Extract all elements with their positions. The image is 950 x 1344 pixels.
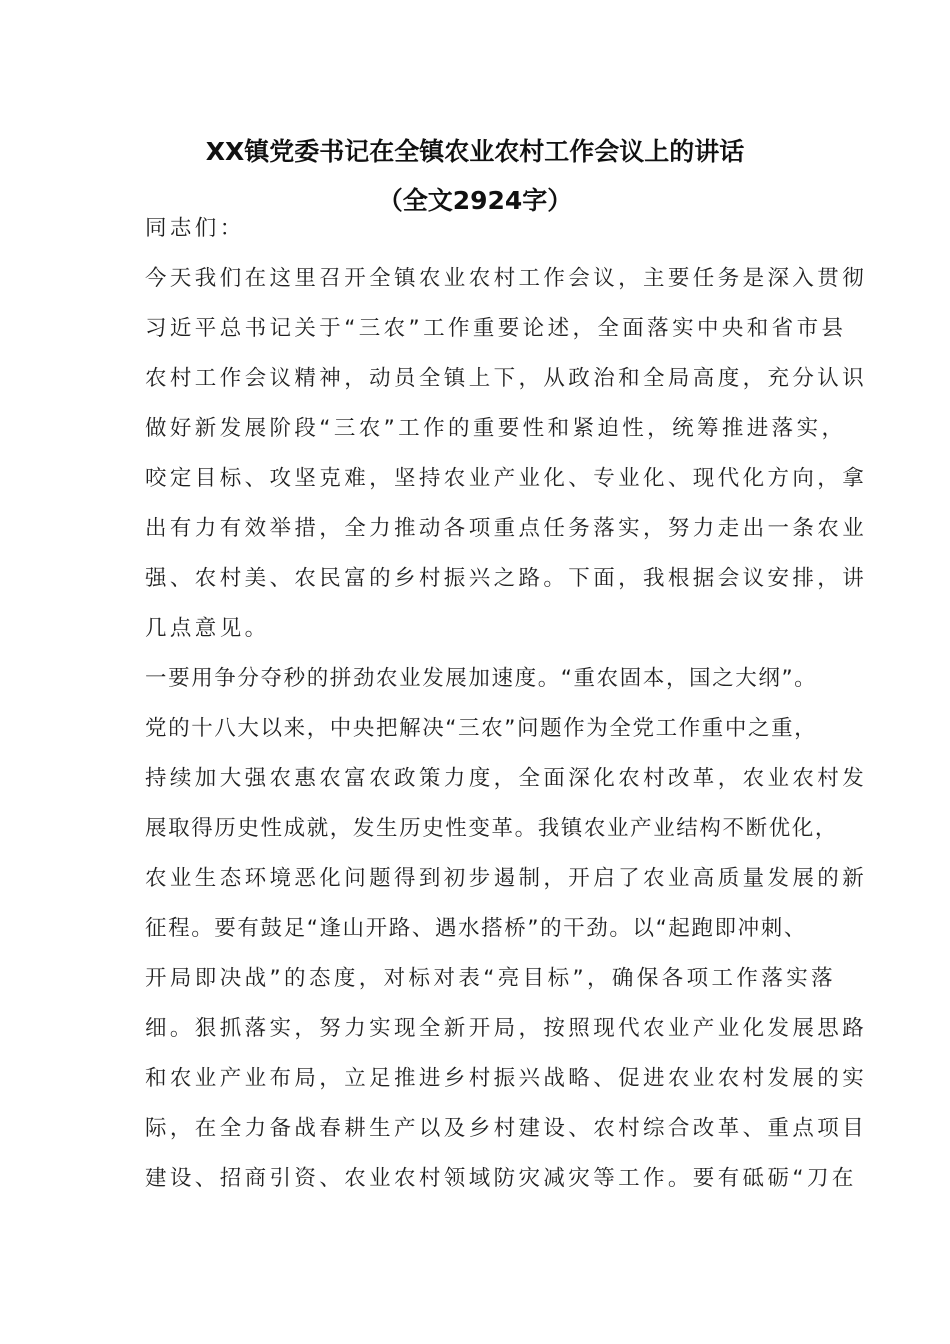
text-line: 建设、招商引资、农业农村领域防灾减灾等工作。要有砥砺“刀在 [145,1166,857,1191]
text-line: 细。狠抓落实，努力实现全新开局，按照现代农业产业化发展思路 [145,1016,868,1041]
text-line: 强、农村美、农民富的乡村振兴之路。下面，我根据会议安排，讲 [145,566,868,591]
text-line: 征程。要有鼓足“逢山开路、遇水搭桥”的干劲。以“起跑即冲刺、 [145,916,807,941]
document-body [145,204,868,1204]
text-line: 咬定目标、攻坚克难，坚持农业产业化、专业化、现代化方向，拿 [145,466,868,491]
document-title: XX镇党委书记在全镇农业农村工作会议上的讲话 [205,137,745,166]
text-line: 持续加大强农惠农富农政策力度，全面深化农村改革，农业农村发 [145,766,868,791]
paragraph-point-one [145,654,868,1204]
text-line: 党的十八大以来，中央把解决“三农”问题作为全党工作重中之重， [145,716,818,741]
document-subtitle: （全文2924字） [377,186,573,215]
text-line: 展取得历史性成就，发生历史性变革。我镇农业产业结构不断优化， [145,816,839,841]
text-line: 开局即决战”的态度，对标对表“亮目标”，确保各项工作落实落 [145,966,837,991]
text-line: 出有力有效举措，全力推动各项重点任务落实，努力走出一条农业 [145,516,868,541]
text-line: 和农业产业布局，立足推进乡村振兴战略、促进农业农村发展的实 [145,1066,868,1091]
text-line: 农村工作会议精神，动员全镇上下，从政治和全局高度，充分认识 [145,366,868,391]
text-line: 习近平总书记关于“三农”工作重要论述，全面落实中央和省市县 [145,316,847,341]
text-line: 今天我们在这里召开全镇农业农村工作会议，主要任务是深入贯彻 [145,266,868,291]
text-line: 做好新发展阶段“三农”工作的重要性和紧迫性，统筹推进落实， [145,416,847,441]
text-line: 一要用争分夺秒的拼劲农业发展加速度。“重农固本，国之大纲”。 [145,666,818,691]
salutation: 同志们： [145,216,245,241]
text-line: 际，在全力备战春耕生产以及乡村建设、农村综合改革、重点项目 [145,1116,868,1141]
text-line: 几点意见。 [145,616,270,641]
text-line: 农业生态环境恶化问题得到初步遏制，开启了农业高质量发展的新 [145,866,868,891]
paragraph-intro [145,254,868,654]
